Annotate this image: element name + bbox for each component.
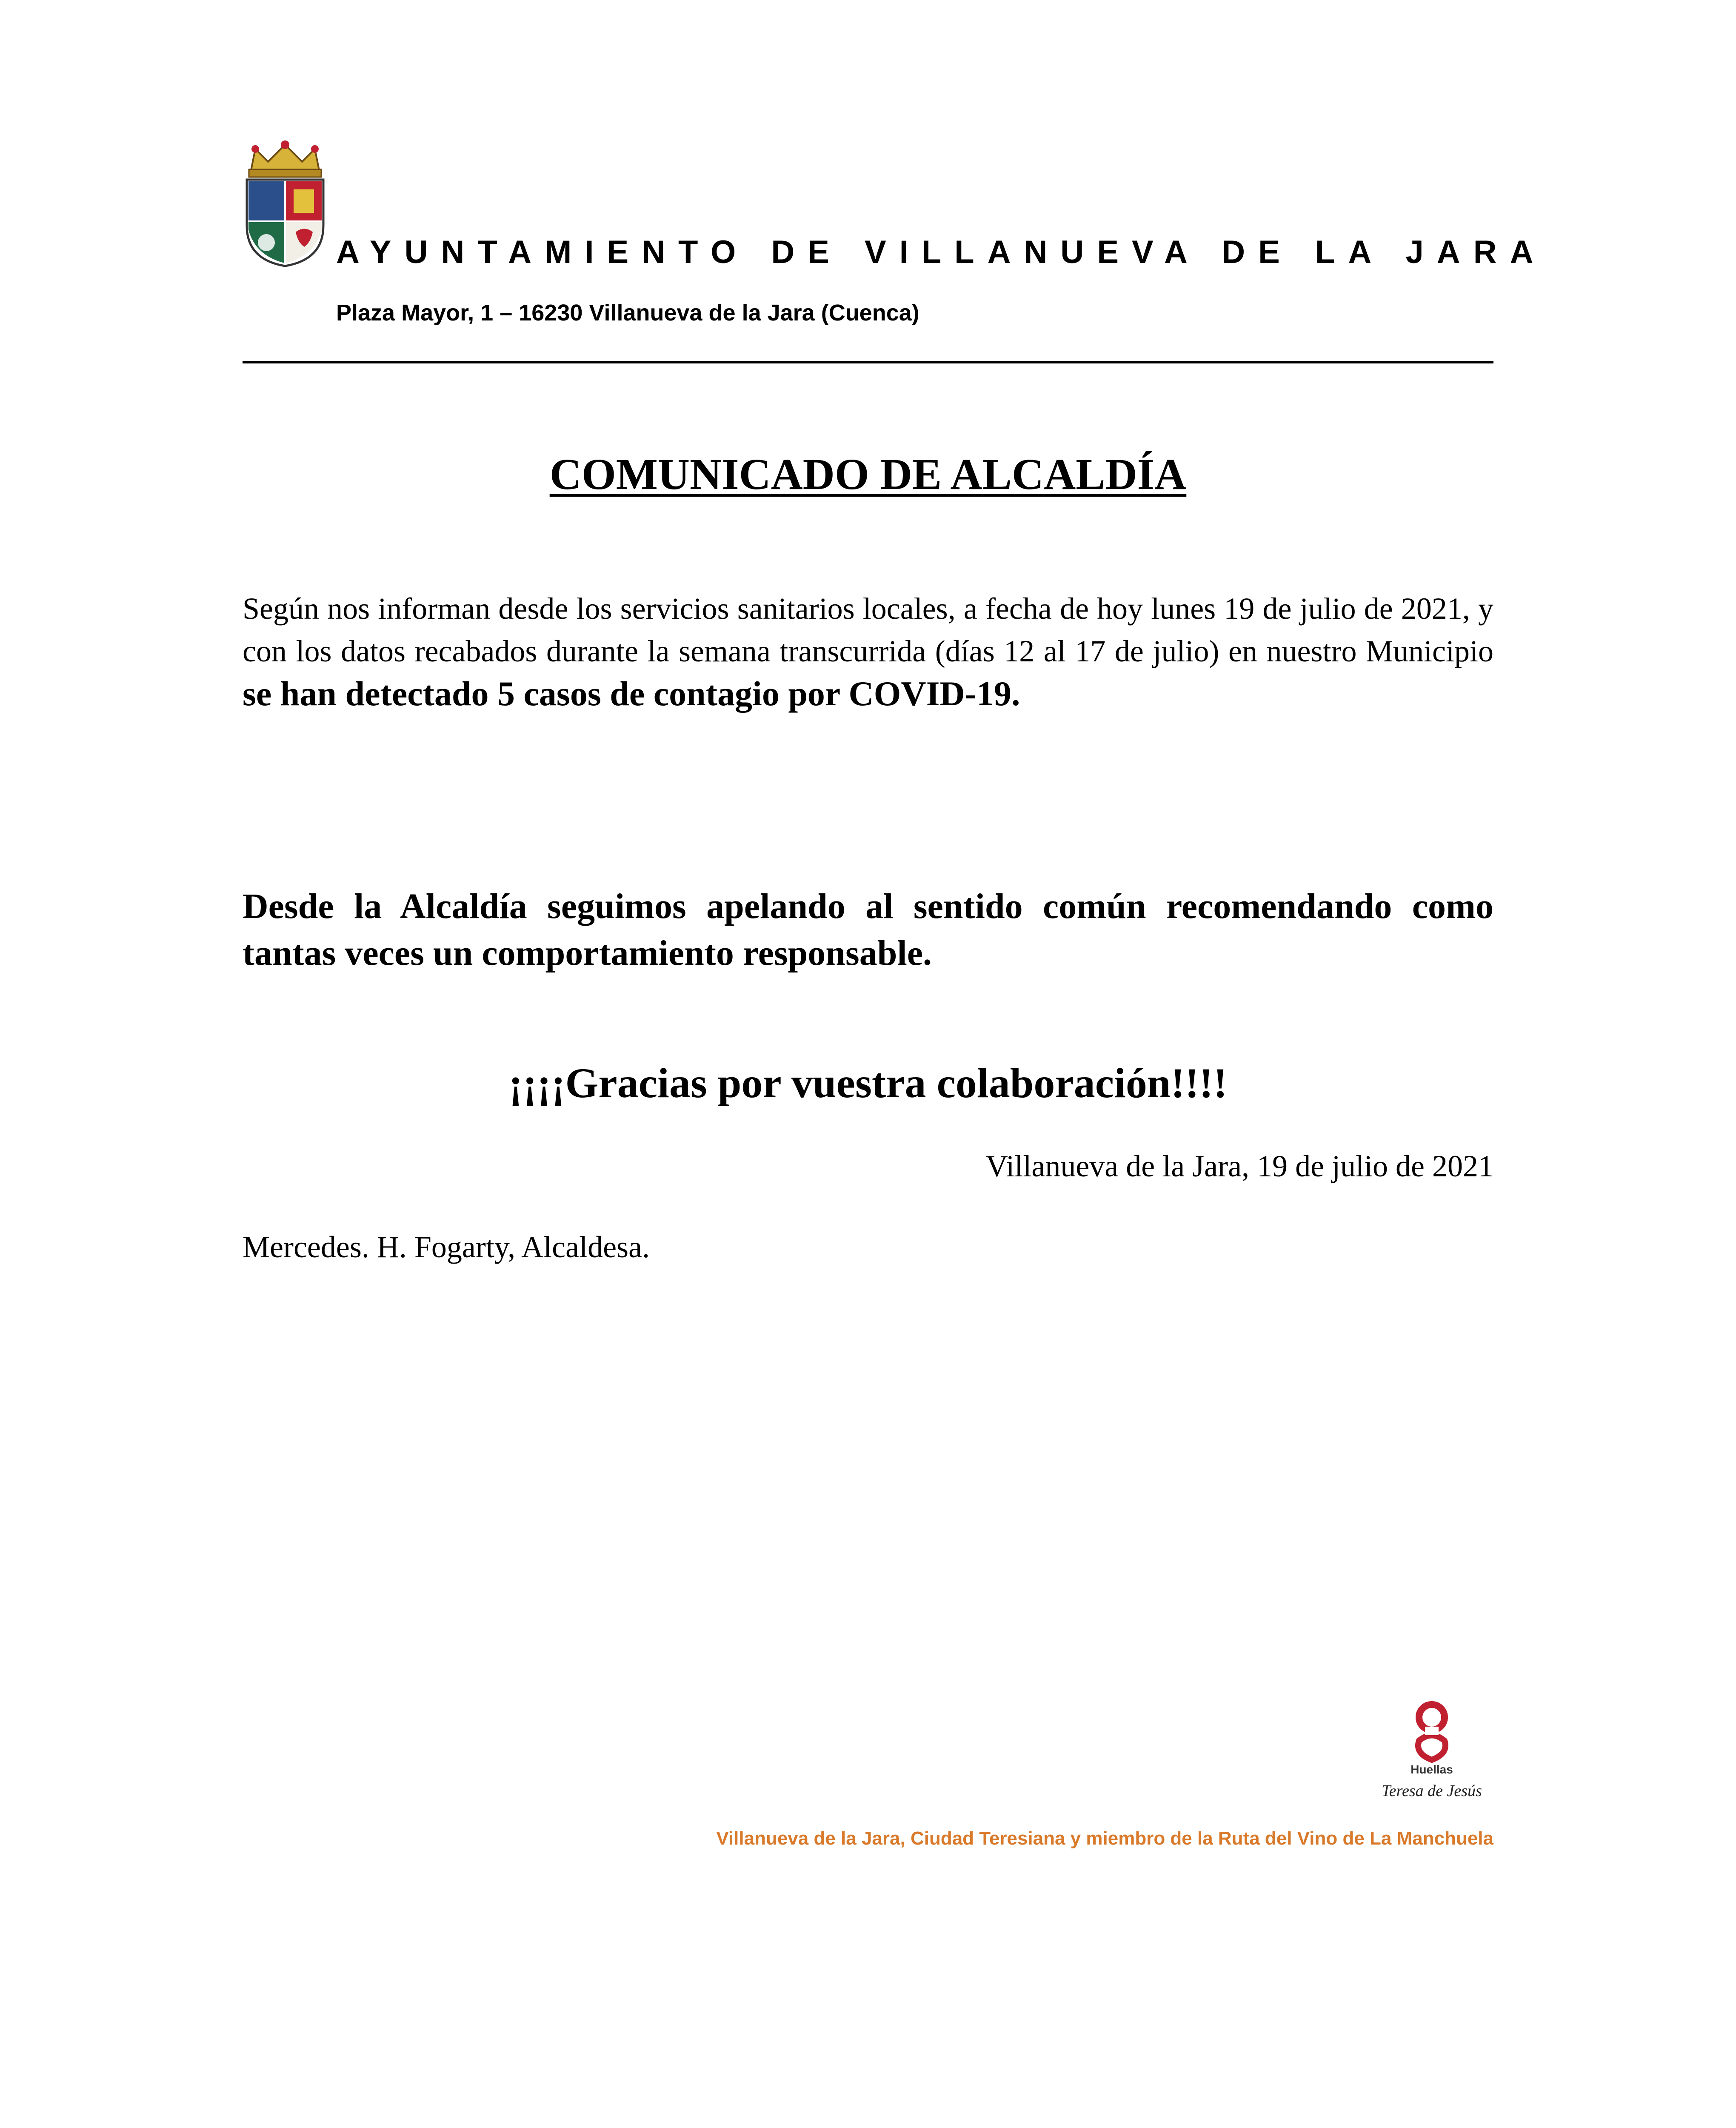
announcement-text: Según nos informan desde los servicios sanitarios locales, a fecha de hoy lunes 19 de julio de 2021, y con los datos recabados durante la semana transcurrida (días 12 al 17 de julio) en nuestro Municipio [243, 592, 1493, 668]
organization-name: AYUNTAMIENTO DE VILLANUEVA DE LA JARA [336, 234, 1547, 270]
header-divider [243, 361, 1493, 363]
announcement-paragraph [243, 587, 1493, 716]
logo-label: Huellas [1410, 1763, 1453, 1776]
municipal-coat-of-arms-icon [238, 140, 332, 268]
thanks-line: ¡¡¡¡Gracias por vuestra colaboración!!!! [508, 1059, 1228, 1107]
logo-signature: Teresa de Jesús [1382, 1782, 1482, 1800]
document-title: COMUNICADO DE ALCALDÍA [549, 450, 1187, 499]
footer-tagline: Villanueva de la Jara, Ciudad Teresiana y miembro de la Ruta del Vino de La Manchuela [716, 1828, 1493, 1849]
recommendation-paragraph: Desde la Alcaldía seguimos apelando al sentido común recomendando como tantas veces un comportamiento responsable. [243, 887, 1493, 973]
dateline: Villanueva de la Jara, 19 de julio de 2021 [985, 1149, 1493, 1183]
organization-address: Plaza Mayor, 1 – 16230 Villanueva de la Jara (Cuenca) [336, 300, 919, 326]
huellas-teresa-logo-icon [1374, 1700, 1489, 1811]
case-count-highlight: se han detectado 5 casos de contagio por COVID-19. [243, 674, 1020, 713]
signature-line: Mercedes. H. Fogarty, Alcaldesa. [243, 1230, 650, 1264]
